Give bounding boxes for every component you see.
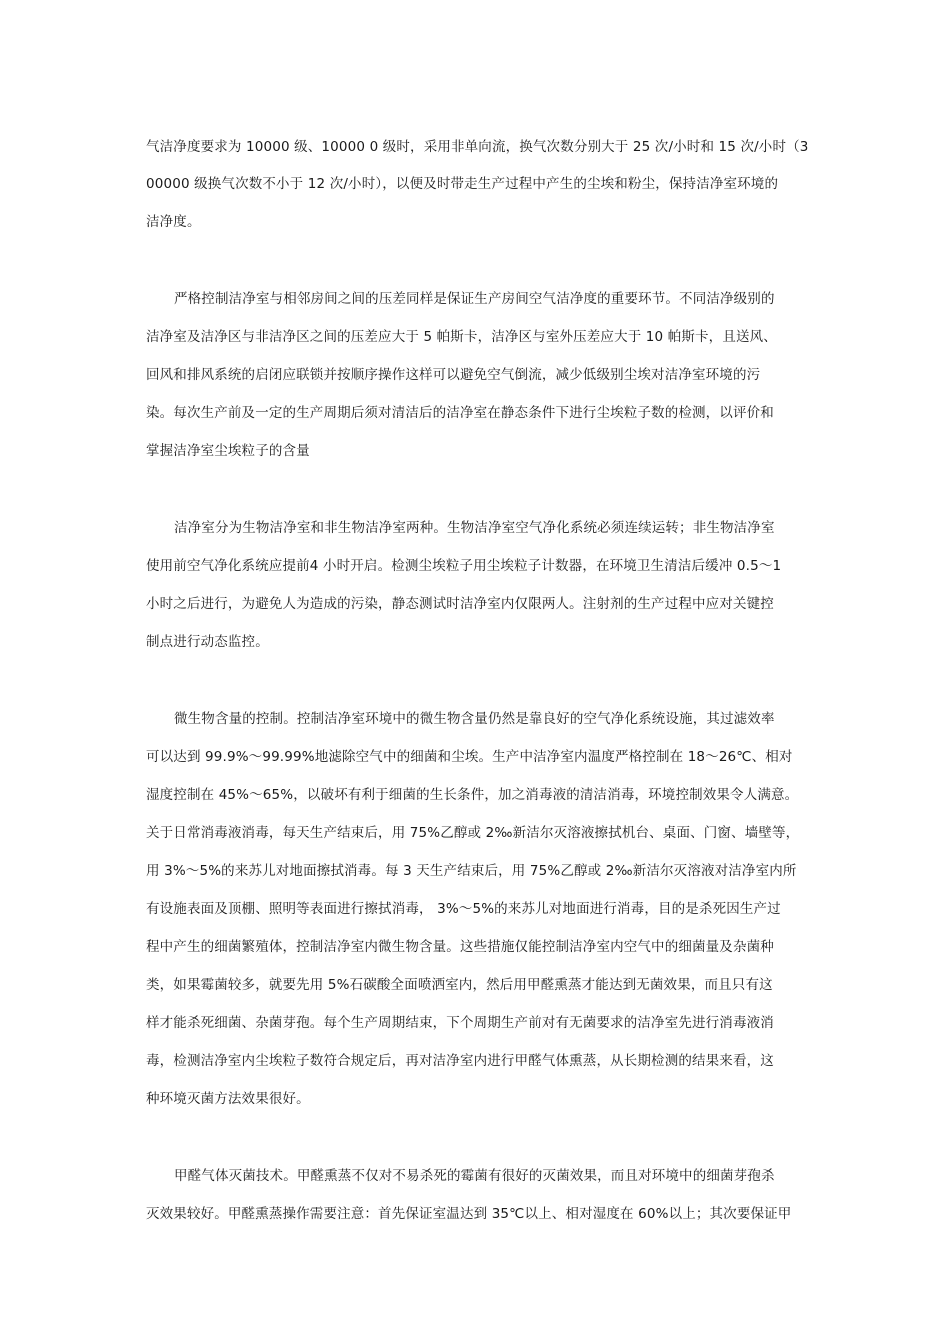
paragraph-4-line-4: 关于日常消毒液消毒，每天生产结束后，用 75%乙醇或 2‰新洁尔灭溶液擦拭机台、桌面、门窗、墙壁等，	[146, 825, 800, 841]
paragraph-4-line-1: 微生物含量的控制。控制洁净室环境中的微生物含量仍然是靠良好的空气净化系统设施，其过滤效率	[174, 711, 775, 727]
paragraph-4-line-7: 程中产生的细菌繁殖体，控制洁净室内微生物含量。这些措施仅能控制洁净室内空气中的细菌量及杂菌种	[146, 939, 774, 955]
paragraph-5-line-1: 甲醛气体灭菌技术。甲醛熏蒸不仅对不易杀死的霉菌有很好的灭菌效果，而且对环境中的细菌芽孢杀	[174, 1168, 775, 1184]
paragraph-4-line-5: 用 3%～5%的来苏儿对地面擦拭消毒。每 3 天生产结束后，用 75%乙醇或 2‰新洁尔灭溶液对洁净室内所	[146, 863, 797, 879]
paragraph-5-line-2: 灭效果较好。甲醛熏蒸操作需要注意：首先保证室温达到 35℃以上、相对湿度在 60%以上；其次要保证甲	[146, 1206, 792, 1222]
paragraph-2-line-4: 染。每次生产前及一定的生产周期后须对清洁后的洁净室在静态条件下进行尘埃粒子数的检测，以评价和	[146, 405, 774, 421]
paragraph-4-line-11: 种环境灭菌方法效果很好。	[146, 1091, 310, 1107]
paragraph-2-line-5: 掌握洁净室尘埃粒子的含量	[146, 443, 310, 459]
paragraph-4-line-3: 湿度控制在 45%～65%，以破坏有利于细菌的生长条件，加之消毒液的清洁消毒，环境控制效果令人满意。	[146, 787, 799, 803]
paragraph-3-line-3: 小时之后进行，为避免人为造成的污染，静态测试时洁净室内仅限两人。注射剂的生产过程中应对关键控	[146, 596, 774, 612]
paragraph-3-line-1: 洁净室分为生物洁净室和非生物洁净室两种。生物洁净室空气净化系统必须连续运转；非生物洁净室	[174, 520, 775, 536]
paragraph-3-line-4: 制点进行动态监控。	[146, 634, 269, 650]
paragraph-4-line-8: 类，如果霉菌较多，就要先用 5%石碳酸全面喷洒室内，然后用甲醛熏蒸才能达到无菌效果，而且只有这	[146, 977, 773, 993]
paragraph-2-line-3: 回风和排风系统的启闭应联锁并按顺序操作这样可以避免空气倒流，减少低级别尘埃对洁净室环境的污	[146, 367, 761, 383]
paragraph-1-line-1: 气洁净度要求为 10000 级、10000 0 级时，采用非单向流，换气次数分别大于 25 次/小时和 15 次/小时（3	[146, 139, 809, 155]
paragraph-1-line-2: 00000 级换气次数不小于 12 次/小时），以便及时带走生产过程中产生的尘埃和粉尘，保持洁净室环境的	[146, 176, 779, 192]
paragraph-4-line-10: 毒，检测洁净室内尘埃粒子数符合规定后，再对洁净室内进行甲醛气体熏蒸，从长期检测的结果来看，这	[146, 1053, 774, 1069]
paragraph-4-line-9: 样才能杀死细菌、杂菌芽孢。每个生产周期结束，下个周期生产前对有无菌要求的洁净室先进行消毒液消	[146, 1015, 774, 1031]
paragraph-4-line-6: 有设施表面及顶棚、照明等表面进行擦拭消毒， 3%～5%的来苏儿对地面进行消毒，目的是杀死因生产过	[146, 901, 781, 917]
paragraph-3-line-2: 使用前空气净化系统应提前4 小时开启。检测尘埃粒子用尘埃粒子计数器，在环境卫生清洁后缓冲 0.5～1	[146, 558, 782, 574]
paragraph-4-line-2: 可以达到 99.9%～99.99%地滤除空气中的细菌和尘埃。生产中洁净室内温度严格控制在 18～26℃、相对	[146, 749, 793, 765]
paragraph-2-line-2: 洁净室及洁净区与非洁净区之间的压差应大于 5 帕斯卡，洁净区与室外压差应大于 10 帕斯卡，且送风、	[146, 329, 777, 345]
paragraph-1-line-3: 洁净度。	[146, 214, 201, 230]
paragraph-2-line-1: 严格控制洁净室与相邻房间之间的压差同样是保证生产房间空气洁净度的重要环节。不同洁净级别的	[174, 291, 775, 307]
